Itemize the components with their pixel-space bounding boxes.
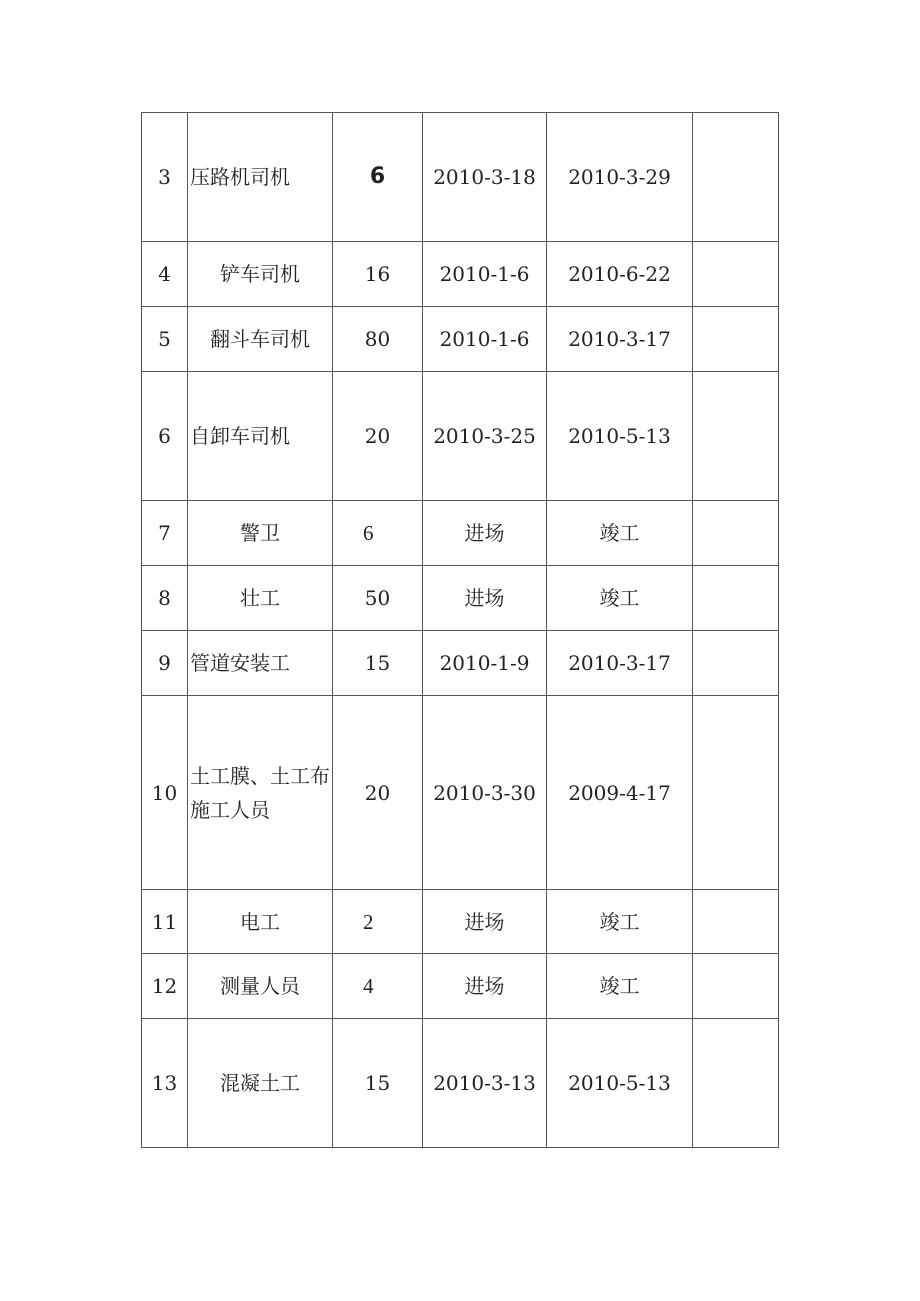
row-number: 13 [142, 1019, 188, 1148]
row-number: 11 [142, 890, 188, 954]
worker-count: 6 [333, 501, 423, 566]
end-date: 竣工 [547, 954, 693, 1019]
table-row [142, 566, 779, 631]
staffing-table [141, 112, 779, 1148]
end-date: 竣工 [547, 501, 693, 566]
worker-count: 20 [333, 372, 423, 501]
table-row [142, 242, 779, 307]
start-date: 进场 [423, 890, 547, 954]
remarks [693, 113, 779, 242]
end-date: 2010-5-13 [547, 372, 693, 501]
table-row [142, 631, 779, 696]
row-number: 12 [142, 954, 188, 1019]
table-row [142, 696, 779, 890]
start-date: 2010-3-25 [423, 372, 547, 501]
start-date: 2010-3-13 [423, 1019, 547, 1148]
row-number: 7 [142, 501, 188, 566]
job-title: 混凝土工 [188, 1019, 333, 1148]
remarks [693, 696, 779, 890]
table-row [142, 954, 779, 1019]
start-date: 进场 [423, 501, 547, 566]
start-date: 2010-3-30 [423, 696, 547, 890]
end-date: 2009-4-17 [547, 696, 693, 890]
remarks [693, 501, 779, 566]
table-row [142, 307, 779, 372]
job-title: 土工膜、土工布施工人员 [188, 696, 333, 890]
row-number: 10 [142, 696, 188, 890]
row-number: 4 [142, 242, 188, 307]
start-date: 2010-1-6 [423, 242, 547, 307]
job-title: 警卫 [188, 501, 333, 566]
row-number: 5 [142, 307, 188, 372]
end-date: 2010-3-29 [547, 113, 693, 242]
worker-count: 20 [333, 696, 423, 890]
end-date: 竣工 [547, 566, 693, 631]
start-date: 2010-1-9 [423, 631, 547, 696]
worker-count: 50 [333, 566, 423, 631]
start-date: 进场 [423, 566, 547, 631]
job-title: 翻斗车司机 [188, 307, 333, 372]
remarks [693, 890, 779, 954]
table-row [142, 890, 779, 954]
remarks [693, 372, 779, 501]
worker-count: 15 [333, 631, 423, 696]
job-title: 压路机司机 [188, 113, 333, 242]
start-date: 2010-1-6 [423, 307, 547, 372]
job-title: 测量人员 [188, 954, 333, 1019]
row-number: 3 [142, 113, 188, 242]
job-title: 壮工 [188, 566, 333, 631]
table-row [142, 113, 779, 242]
remarks [693, 242, 779, 307]
remarks [693, 631, 779, 696]
row-number: 6 [142, 372, 188, 501]
end-date: 2010-3-17 [547, 307, 693, 372]
job-title: 管道安装工 [188, 631, 333, 696]
job-title: 电工 [188, 890, 333, 954]
end-date: 2010-3-17 [547, 631, 693, 696]
end-date: 竣工 [547, 890, 693, 954]
job-title: 铲车司机 [188, 242, 333, 307]
remarks [693, 1019, 779, 1148]
end-date: 2010-6-22 [547, 242, 693, 307]
remarks [693, 566, 779, 631]
start-date: 2010-3-18 [423, 113, 547, 242]
start-date: 进场 [423, 954, 547, 1019]
table-row [142, 1019, 779, 1148]
table-row [142, 501, 779, 566]
remarks [693, 307, 779, 372]
table-row [142, 372, 779, 501]
job-title: 自卸车司机 [188, 372, 333, 501]
worker-count: 15 [333, 1019, 423, 1148]
worker-count: 2 [333, 890, 423, 954]
row-number: 9 [142, 631, 188, 696]
end-date: 2010-5-13 [547, 1019, 693, 1148]
row-number: 8 [142, 566, 188, 631]
remarks [693, 954, 779, 1019]
worker-count: 4 [333, 954, 423, 1019]
worker-count: 80 [333, 307, 423, 372]
worker-count: 16 [333, 242, 423, 307]
worker-count: 6 [333, 113, 423, 242]
